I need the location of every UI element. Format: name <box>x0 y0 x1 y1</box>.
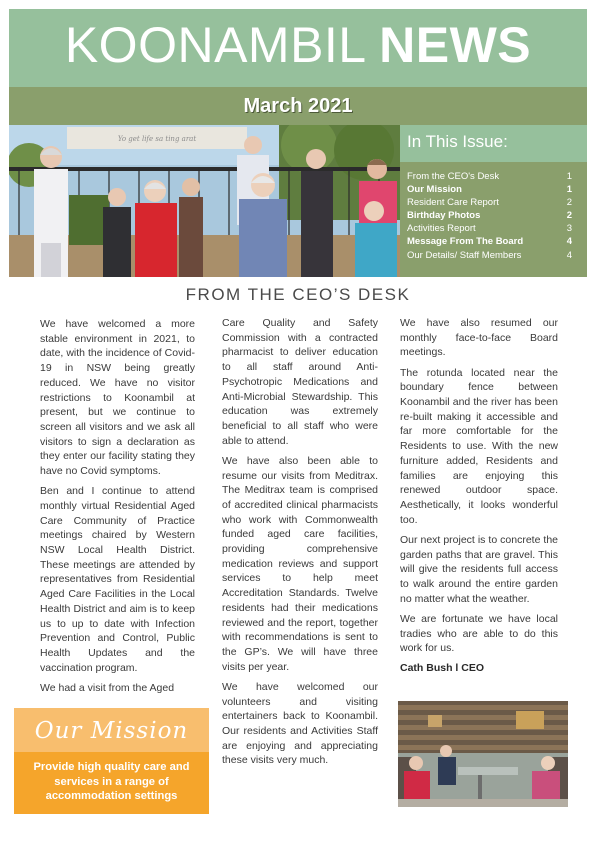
mission-title: Our Mission <box>34 718 189 744</box>
in-this-issue-header <box>400 125 587 162</box>
article-column-2 <box>222 316 378 774</box>
article-paragraph: The rotunda located near the boundary fence between Koonambil and the river has been re-built making it accessible and far more comfortable for the Residents to use. With the new furniture added, Residents and families are enjoying this renewed outdoor space. Aesthetically, it looks wonderful too. <box>400 366 558 526</box>
article-paragraph: We have welcomed a more stable environment in 2021, to date, with the incidence of Covid-19 in NSW being greatly reduced. We have no visitor restrictions to Koonambil at present, but we continue to screen all visitors and we ask all visitors to sign a declaration as they enter our facility stating they have no Covid symptoms. <box>40 318 195 478</box>
issue-date: March 2021 <box>243 95 353 117</box>
sign-text: Yo get life sa ting arat <box>117 135 197 143</box>
in-this-issue-title: In This Issue: <box>407 132 508 151</box>
article-paragraph: Our next project is to concrete the garden paths that are gravel. This will give the residents full access to walk around the entire garden no matter what the weather. <box>400 533 558 605</box>
residents-group-photo <box>9 125 400 277</box>
toc-item-resident-care[interactable]: Resident Care Report 2 <box>407 197 572 209</box>
issue-date-band <box>9 87 587 125</box>
mission-statement-box <box>14 752 209 814</box>
toc-item-activities[interactable]: Activities Report 3 <box>407 223 572 235</box>
mission-header <box>14 708 209 752</box>
ceo-signature: Cath Bush l CEO <box>400 662 485 675</box>
masthead-banner <box>9 9 587 87</box>
article-paragraph: We had a visit from the Aged <box>40 681 175 694</box>
mission-statement: Provide high quality care and services in a range of accommodation settings <box>33 761 190 802</box>
toc-item-birthday-photos[interactable]: Birthday Photos 2 <box>407 210 572 222</box>
article-paragraph: We have welcomed our volunteers and visiting entertainers back to Koonambil. Our residents and Activities Staff are enjoying and appreciating these visits very much. <box>222 680 378 767</box>
toc-item-ceo-desk[interactable]: From the CEO's Desk 1 <box>407 171 572 182</box>
article-column-3 <box>400 316 558 682</box>
article-paragraph: We have also been able to resume our visits from Meditrax. The Meditrax team is comprised of accredited clinical pharmacists who work with Commonwealth funded aged care facilities, providing comprehensive medication reviews and support services to help meet Accreditation Standards. Twelve residents had their medications reviewed and the report, together with recommendations is sent to the GP’s. We will have three visits per year. <box>222 454 378 673</box>
article-paragraph: We have also resumed our monthly face-to-face Board meetings. <box>400 317 558 359</box>
article-paragraph: We are fortunate we have local tradies who are able to do this work for us. <box>400 612 558 655</box>
title-bold: NEWS <box>379 17 532 73</box>
article-paragraph: Care Quality and Safety Commission with a contracted pharmacist to deliver education to all staff around Anti-Psychotropic Medications and Anti-Microbial Stewardship. This education was extremely beneficial to all staff who were able to attend. <box>222 317 378 447</box>
title-main: KOONAMBIL <box>64 17 380 73</box>
rotunda-photo <box>398 701 568 807</box>
article-column-1 <box>40 317 195 701</box>
ceo-section-heading: FROM THE CEO’S DESK <box>185 285 411 304</box>
toc-item-our-details[interactable]: Our Details/ Staff Members 4 <box>407 249 572 261</box>
article-paragraph: Ben and I continue to attend monthly virtual Residential Aged Care Community of Practice meetings chaired by Western NSW Local Health District. These meetings are attended by representatives from Residential Aged Care Facilities in the Local Health District and aim is to keep us to up to date with Infection Prevention and Control, Public Health Updates and the vaccination program. <box>40 485 195 674</box>
toc-item-board-message[interactable]: Message From The Board 4 <box>407 236 572 248</box>
newsletter-title <box>9 9 587 87</box>
in-this-issue-list <box>400 162 587 277</box>
toc-item-our-mission[interactable]: Our Mission 1 <box>407 184 572 196</box>
